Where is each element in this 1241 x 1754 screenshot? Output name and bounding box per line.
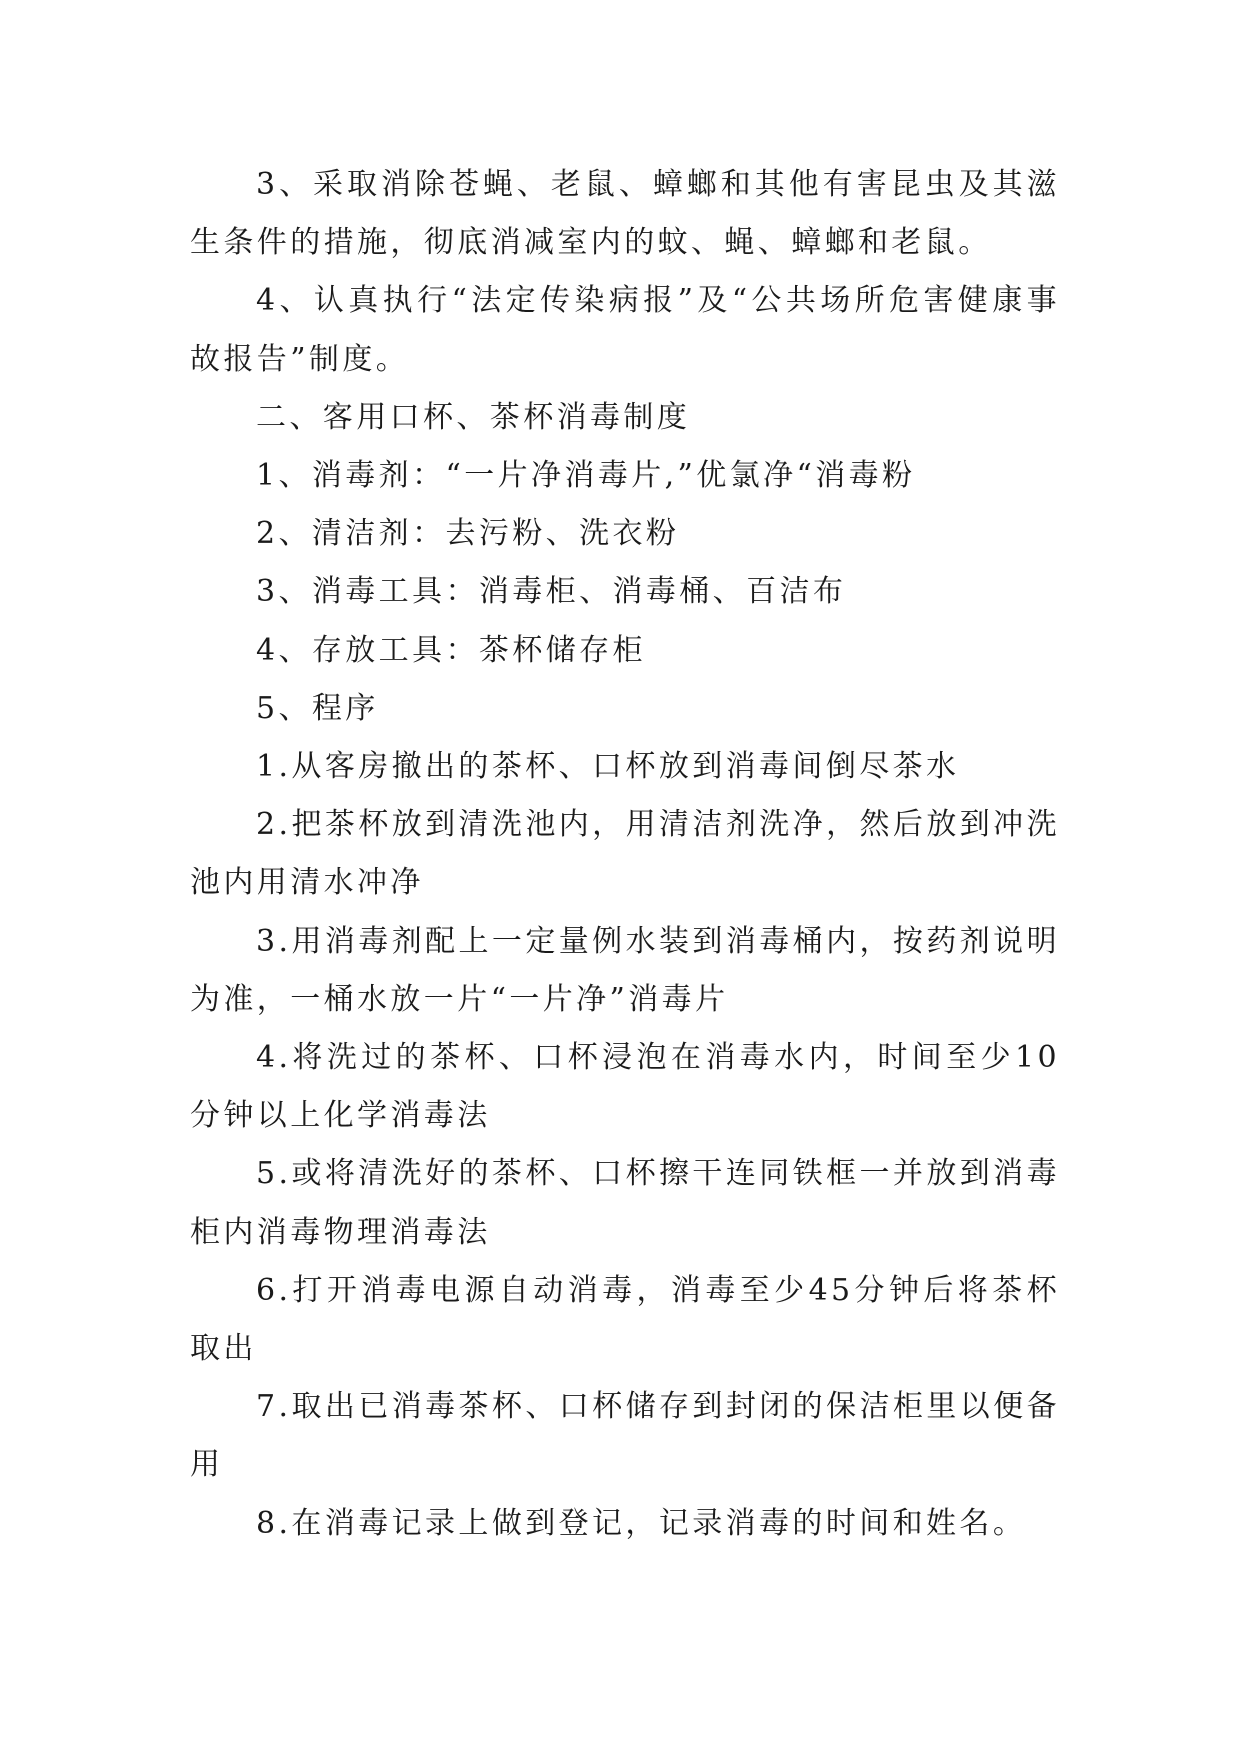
procedure-step-2: 2.把茶杯放到清洗池内，用清洁剂洗净，然后放到冲洗池内用清水冲净	[190, 807, 1060, 901]
procedure-step-5: 5.或将清洗好的茶杯、口杯擦干连同铁框一并放到消毒柜内消毒物理消毒法	[190, 1156, 1060, 1250]
procedure-step-3: 3.用消毒剂配上一定量例水装到消毒桶内，按药剂说明为准，一桶水放一片“一片净”消毒片	[190, 923, 1060, 1017]
paragraph-report-system: 4、认真执行“法定传染病报”及“公共场所危害健康事故报告”制度。	[190, 283, 1060, 377]
paragraph-procedure-heading: 5、程序	[256, 690, 379, 726]
document-body	[190, 156, 1060, 1553]
paragraph-pest-control: 3、采取消除苍蝇、老鼠、蟑螂和其他有害昆虫及其滋生条件的措施，彻底消减室内的蚊、蝇、蟑螂和老鼠。	[190, 167, 1060, 261]
paragraph-disinfectant: 1、消毒剂：“一片净消毒片,”优氯净“消毒粉	[256, 458, 916, 494]
procedure-step-8: 8.在消毒记录上做到登记，记录消毒的时间和姓名。	[256, 1505, 1027, 1541]
paragraph-cleaner: 2、清洁剂：去污粉、洗衣粉	[256, 516, 680, 552]
procedure-step-7: 7.取出已消毒茶杯、口杯储存到封闭的保洁柜里以便备用	[190, 1389, 1060, 1483]
section-heading-cup-disinfection: 二、客用口杯、茶杯消毒制度	[256, 399, 691, 435]
procedure-step-4: 4.将洗过的茶杯、口杯浸泡在消毒水内，时间至少10分钟以上化学消毒法	[190, 1040, 1060, 1134]
paragraph-storage-tools: 4、存放工具：茶杯储存柜	[256, 632, 646, 668]
procedure-step-1: 1.从客房撤出的茶杯、口杯放到消毒间倒尽茶水	[256, 749, 960, 785]
paragraph-disinfection-tools: 3、消毒工具：消毒柜、消毒桶、百洁布	[256, 574, 847, 610]
procedure-step-6: 6.打开消毒电源自动消毒，消毒至少45分钟后将茶杯取出	[190, 1272, 1060, 1367]
